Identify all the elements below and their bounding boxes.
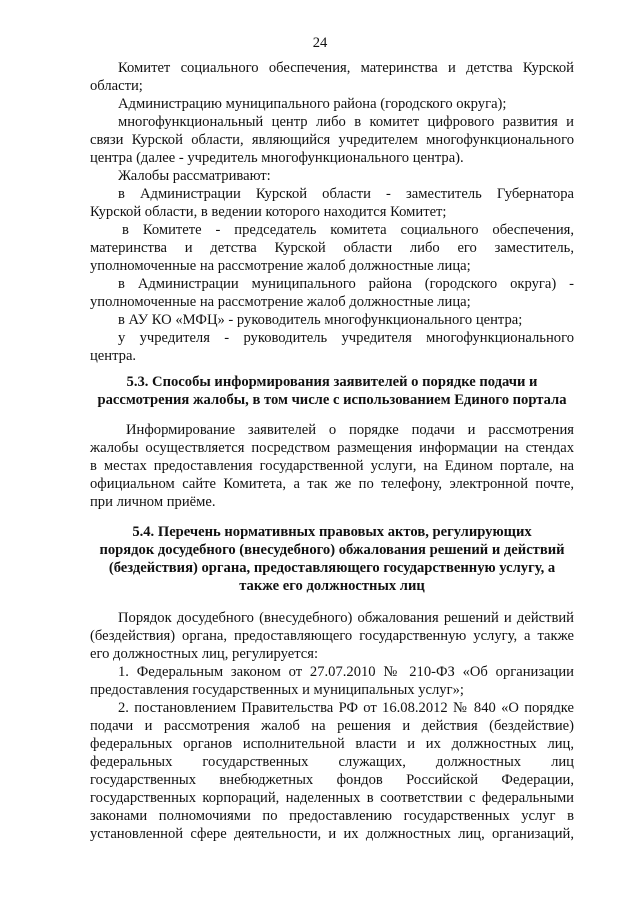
text-line: 1. Федеральным законом от 27.07.2010 № 210-ФЗ «Об организации [118,664,574,680]
text-line: центра. [90,348,137,364]
text-line: федеральных органов исполнительной власти и их должностных лиц, [90,736,574,752]
text-line: подачи и рассмотрения жалоб на решения и действия (бездействие) [90,718,574,734]
text-line: уполномоченные на рассмотрение жалоб должностные лица; [90,294,471,310]
text-line: у учредителя - руководитель учредителя многофункционального [118,330,574,346]
text-line: Жалобы рассматривают: [118,168,271,184]
text-line: жалобы осуществляется посредством размещения информации на стендах [90,440,574,456]
section-heading: также его должностных лиц [239,578,425,594]
text-line: федеральных государственных служащих, должностных лиц [90,754,574,770]
text-line: многофункциональный центр либо в комитет цифрового развития и [118,114,574,130]
text-line: центра (далее - учредитель многофункционального центра). [90,150,464,166]
page-number: 24 [312,35,328,51]
section-heading: 5.3. Способы информирования заявителей о порядке подачи и [126,374,538,390]
text-line: официальном сайте Комитета, а так же по телефону, электронной почте, [90,476,574,492]
text-line: государственных внебюджетных фондов Российской Федерации, [90,772,574,788]
text-line: в местах предоставления государственной услуги, на Едином портале, на [90,458,574,474]
text-line: 2. постановлением Правительства РФ от 16.08.2012 № 840 «О порядке [118,700,574,716]
text-line: Курской области, в ведении которого находится Комитет; [90,204,447,220]
section-heading: (бездействия) органа, предоставляющего государственную услугу, а [108,560,556,576]
text-line: установленной сфере деятельности, и их должностных лиц, организаций, [90,826,574,842]
text-line: связи Курской области, являющийся учредителем многофункционального [90,132,574,148]
text-line: в Администрации муниципального района (городского округа) - [118,276,574,292]
text-line: его должностных лиц, регулируется: [90,646,319,662]
text-line: Администрацию муниципального района (городского округа); [118,96,507,112]
text-line: государственных корпораций, наделенных в соответствии с федеральными [90,790,574,806]
text-line: Комитет социального обеспечения, материнства и детства Курской [118,60,574,76]
text-line: Информирование заявителей о порядке подачи и рассмотрения [126,422,574,438]
text-line: законами полномочиями по предоставлению государственных услуг в [90,808,574,824]
text-line: материнства и детства Курской области либо его заместитель, [90,240,574,256]
text-line: уполномоченные на рассмотрение жалоб должностные лица; [90,258,471,274]
text-line: Порядок досудебного (внесудебного) обжалования решений и действий [118,610,574,626]
text-line: при личном приёме. [90,494,216,510]
text-line: в Комитете - председатель комитета социального обеспечения, [122,222,574,238]
section-heading: рассмотрения жалобы, в том числе с использованием Единого портала [97,392,567,408]
section-heading: 5.4. Перечень нормативных правовых актов, регулирующих [132,524,532,540]
text-line: области; [90,78,143,94]
text-line: предоставления государственных и муниципальных услуг»; [90,682,464,698]
text-line: в Администрации Курской области - заместитель Губернатора [118,186,574,202]
text-line: (бездействия) органа, предоставляющего государственную услугу, а также [90,628,574,644]
text-line: в АУ КО «МФЦ» - руководитель многофункционального центра; [118,312,523,328]
section-heading: порядок досудебного (внесудебного) обжалования решений и действий [99,542,565,558]
